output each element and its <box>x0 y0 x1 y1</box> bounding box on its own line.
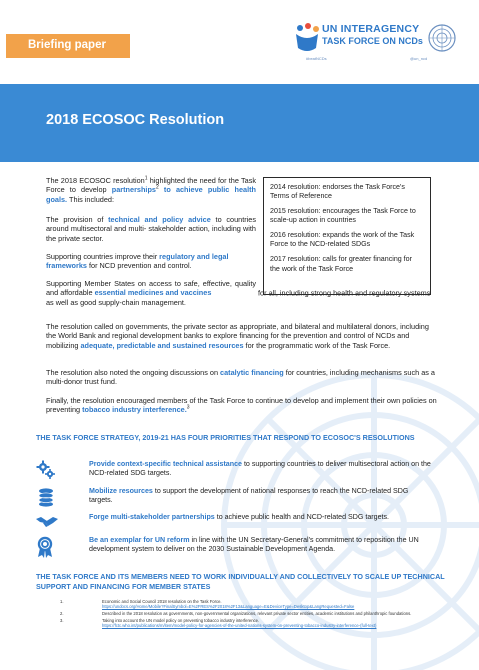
resolution-2014: 2014 resolution: endorses the Task Force's Terms of Reference <box>270 183 405 201</box>
body-paragraph-catalytic: The resolution also noted the ongoing discussions on catalytic financing for countries, including mechanisms such as a multi-donor trust fund. <box>46 368 435 387</box>
page-title: 2018 ECOSOC Resolution <box>46 112 225 128</box>
logo-handle2: @un_ncd <box>410 56 428 61</box>
award-icon <box>36 536 54 558</box>
un-emblem-icon <box>426 22 458 54</box>
footnote-1-link[interactable]: https://undocs.org/Home/Mobile?FinalSymbol=E%2FRES%2F2018%2F13&Language=E&DeviceType=Desktop&LangRequested=False <box>102 604 355 610</box>
footnote-1: 1. Economic and Social Council 2018 resolution on the Task Force. https://undocs.org/Home/Mobile?FinalSymbol=E%2FRES%2F2018%2F13&Language=E&DeviceType=Desktop&LangRequested=False <box>60 599 445 610</box>
intro-paragraph-4: Supporting Member States on access to safe, effective, quality and affordable essential medicines and vaccines for all, including strong health and regulatory systems as well as good supply-chain management. <box>46 279 431 307</box>
resolution-2017: 2017 resolution: calls for greater financing for the work of the Task Force <box>270 255 412 273</box>
partnerships-link: partnerships <box>111 185 156 195</box>
task-force-emblem-icon <box>292 22 322 56</box>
resolution-history-box <box>263 177 431 295</box>
resolution-2016: 2016 resolution: expands the work of the Task Force to the NCD-related SDGs <box>270 231 415 249</box>
closing-heading: THE TASK FORCE AND ITS MEMBERS NEED TO WORK INDIVIDUALLY AND COLLECTIVELY TO SCALE UP TECHNICAL SUPPORT AND FINANCING FOR MEMBER STATES <box>36 572 445 591</box>
logo-handle1: #beatNCDs <box>306 56 327 61</box>
footnote-2: 2. Described in the 2018 resolution as governments, non-governmental organizations, relevant private sector entities, academic institutions and philanthropic foundations. <box>60 611 412 616</box>
intro-paragraph-2: The provision of technical and policy advice to countries around multisectoral and multi- stakeholder action, including with the private sector. <box>46 215 256 243</box>
briefing-paper-tag: Briefing paper <box>6 34 130 58</box>
body-paragraph-tobacco: Finally, the resolution encouraged members of the Task Force to continue to develop and implement their own policies on preventing tobacco industry interference.$^3$ <box>46 396 437 415</box>
body-paragraph-financing: The resolution called on governments, the private sector as appropriate, and bilateral and multilateral donors, including the World Bank and regional development banks to explore financing for the prevention and control of NCDs and mobilizing adequate, predictable and sustained resources for the programmatic work of the Task Force. <box>46 322 429 350</box>
gears-icon <box>36 460 56 480</box>
strategy-heading: THE TASK FORCE STRATEGY, 2019-21 HAS FOUR PRIORITIES THAT RESPOND TO ECOSOC'S RESOLUTIONS <box>36 433 415 442</box>
title-banner <box>0 84 479 162</box>
task-force-logo <box>292 22 462 66</box>
logo-line1: UN INTERAGENCY <box>322 23 420 35</box>
intro-paragraph-1: The 2018 ECOSOC resolution$^1$ highlighted the need for the Task Force to develop partnerships$^2$ to achieve public health goals. This included: <box>46 175 256 204</box>
resolution-2015: 2015 resolution: encourages the Task Force to scale-up action in countries <box>270 207 416 225</box>
logo-line2: TASK FORCE ON NCDs <box>322 36 423 46</box>
footnote-3-link[interactable]: https://fctc.who.int/publications/m/item/model-policy-for-agencies-of-the-united-nations-system-on-preventing-tobacco-industry-interference-(full-text) <box>102 623 377 628</box>
handshake-icon <box>36 513 58 531</box>
footnotes <box>60 599 445 630</box>
intro-paragraph-3: Supporting countries improve their regulatory and legal frameworks for NCD prevention and control. <box>46 252 229 271</box>
footnote-3: 3. Taking into account the UN model policy on preventing tobacco industry interference. https://fctc.who.int/publications/m/item/model-policy-for-agencies-of-the-united-nations-system-on-preventing-tobacco-industry-interference-(full-text) <box>60 618 445 629</box>
coins-icon <box>36 487 56 507</box>
